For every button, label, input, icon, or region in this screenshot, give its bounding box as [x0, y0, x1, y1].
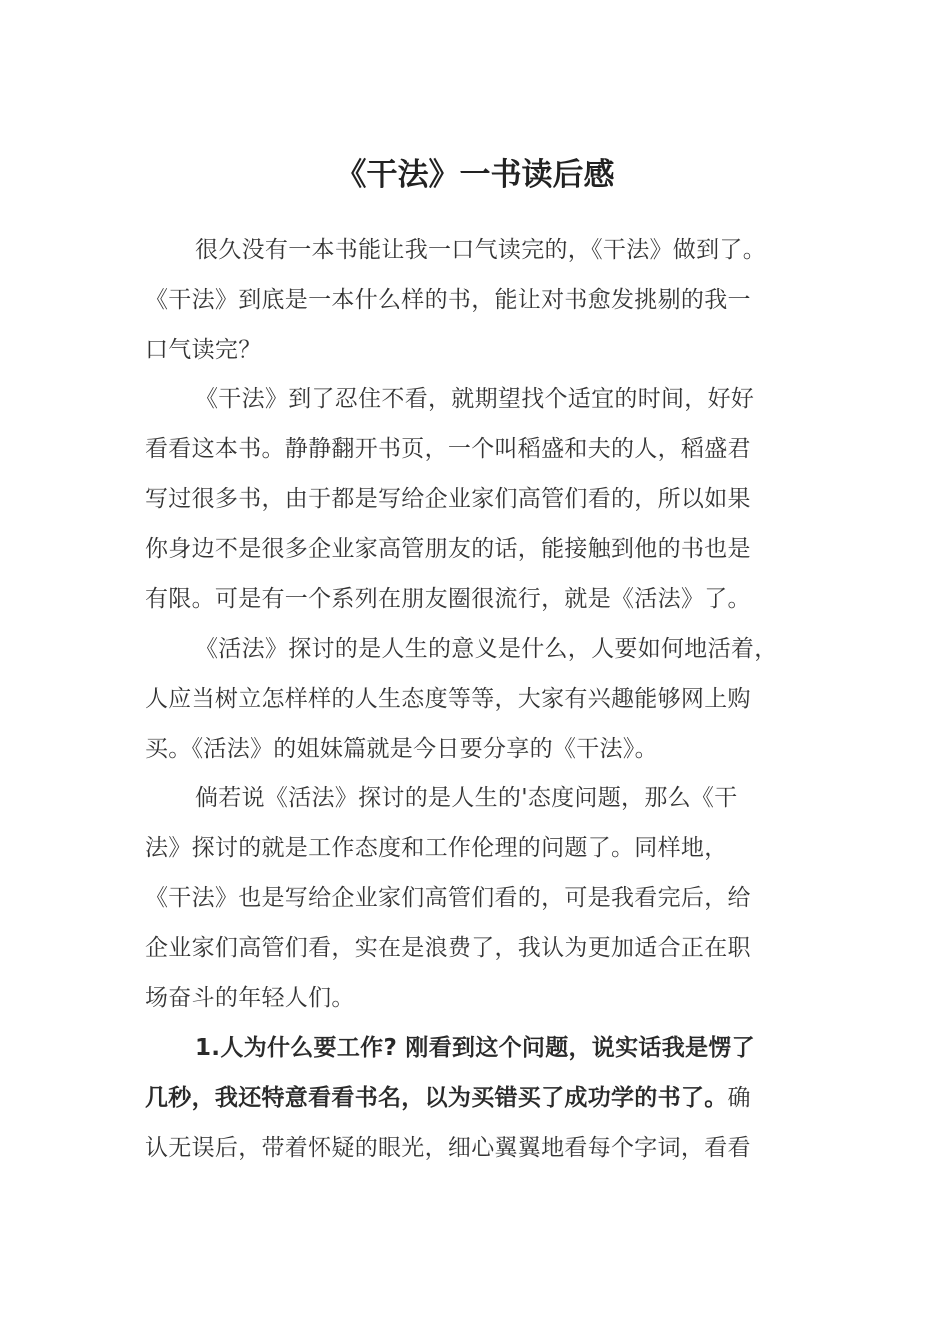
- bold-heading-line: 1.人为什么要工作? 刚看到这个问题，说实话我是愣了: [195, 1035, 755, 1061]
- paragraph-line: 写过很多书，由于都是写给企业家们高管们看的，所以如果: [145, 486, 751, 512]
- paragraph-line: 口气读完？: [145, 337, 262, 363]
- paragraph-line: 你身边不是很多企业家高管朋友的话，能接触到他的书也是: [145, 536, 751, 562]
- paragraph-line: 倘若说《活法》探讨的是人生的'态度问题，那么《干: [195, 785, 738, 811]
- paragraph-line: 看看这本书。静静翻开书页，一个叫稻盛和夫的人，稻盛君: [145, 436, 751, 462]
- paragraph-line: 企业家们高管们看，实在是浪费了，我认为更加适合正在职: [145, 935, 751, 961]
- paragraph-line: 买。《活法》的姐妹篇就是今日要分享的《干法》。: [145, 736, 658, 762]
- paragraph-line: 人应当树立怎样样的人生态度等等，大家有兴趣能够网上购: [145, 686, 751, 712]
- paragraph-line: 《干法》到了忍住不看，就期望找个适宜的时间，好好: [195, 386, 755, 412]
- bold-heading-text: 几秒，我还特意看看书名，以为买错买了成功学的书了。: [145, 1085, 728, 1111]
- paragraph-line: 有限。可是有一个系列在朋友圈很流行，就是《活法》了。: [145, 586, 751, 612]
- document-title: 《干法》一书读后感: [335, 157, 615, 193]
- mixed-line: [145, 1078, 751, 1118]
- paragraph-line: 《干法》也是写给企业家们高管们看的，可是我看完后，给: [145, 885, 751, 911]
- paragraph-line: 法》探讨的就是工作态度和工作伦理的问题了。同样地，: [145, 835, 728, 861]
- paragraph-text: 确: [727, 1085, 751, 1111]
- paragraph-line: 认无误后，带着怀疑的眼光，细心翼翼地看每个字词，看看: [145, 1135, 751, 1161]
- paragraph-line: 场奋斗的年轻人们。: [145, 985, 355, 1011]
- paragraph-line: 《活法》探讨的是人生的意义是什么，人要如何地活着，: [195, 636, 778, 662]
- paragraph-line: 很久没有一本书能让我一口气读完的，《干法》做到了。: [195, 237, 766, 263]
- paragraph-line: 《干法》到底是一本什么样的书，能让对书愈发挑剔的我一: [145, 287, 751, 313]
